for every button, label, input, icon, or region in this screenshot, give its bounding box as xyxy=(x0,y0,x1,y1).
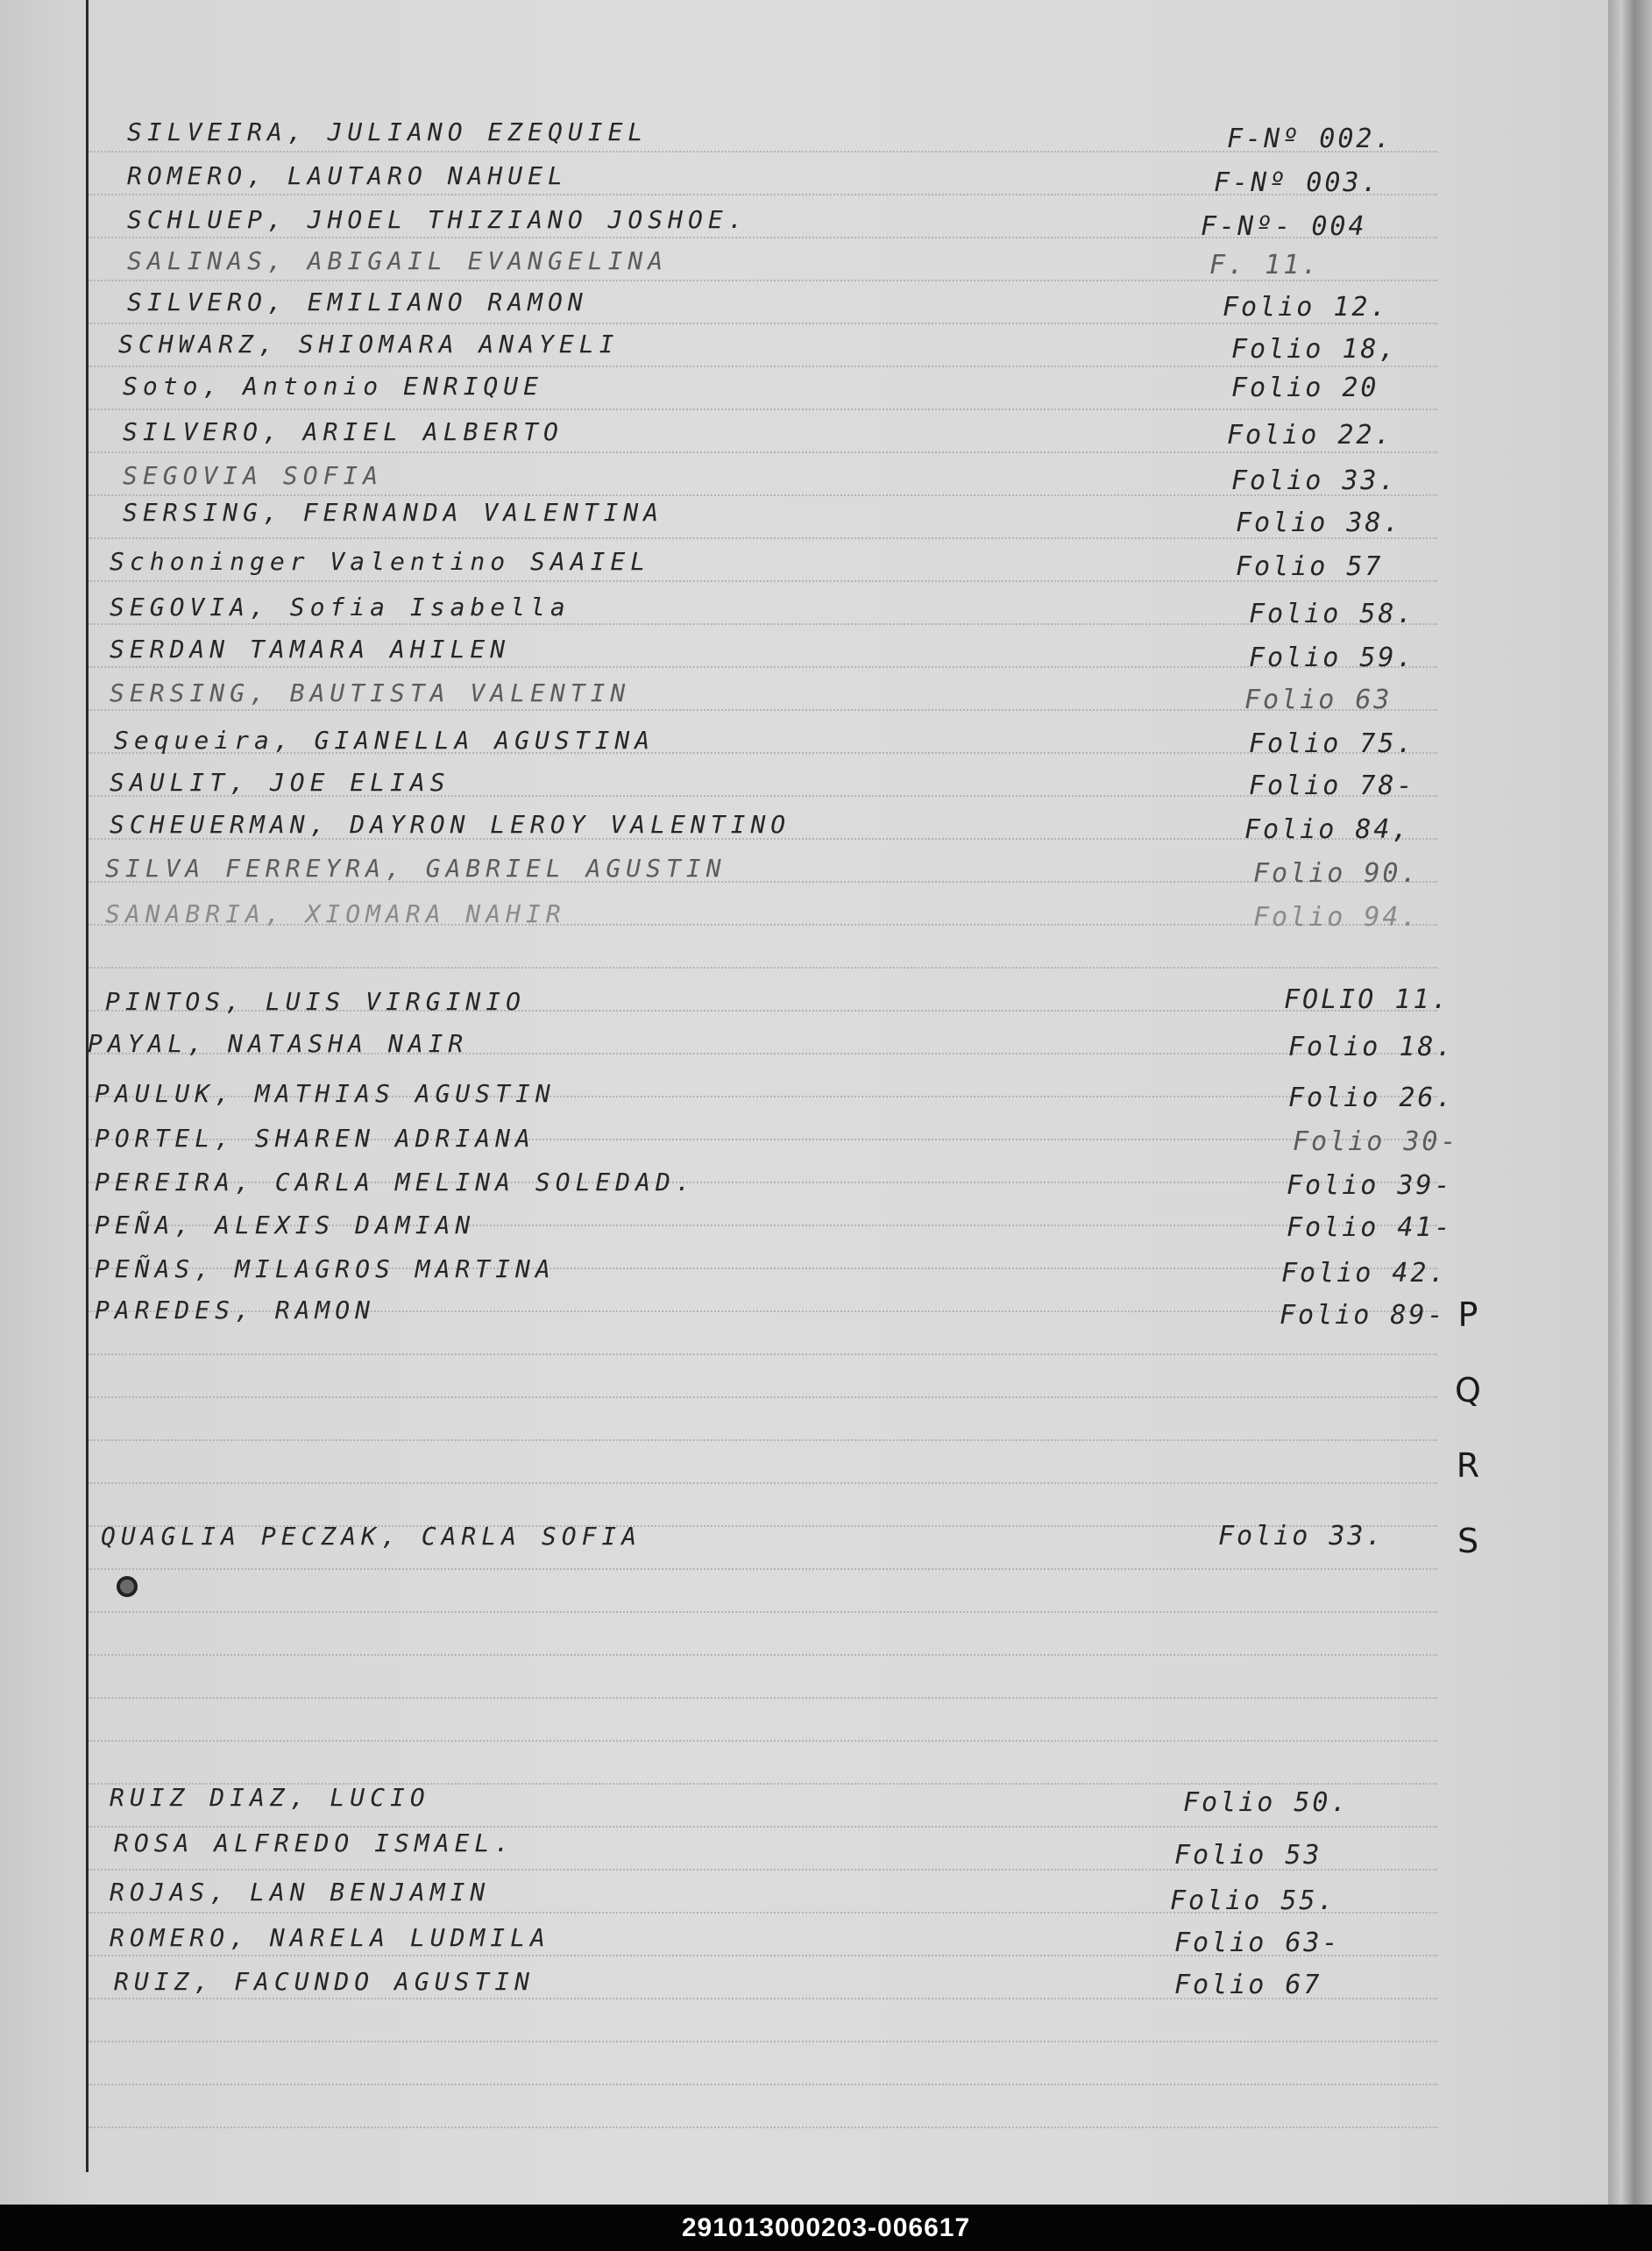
entry-folio: Folio 41- xyxy=(1287,1212,1453,1243)
entry-name: SCHLUEP, JHOEL THIZIANO JOSHOE. xyxy=(127,205,748,234)
entry-name: PEREIRA, CARLA MELINA SOLEDAD. xyxy=(95,1168,696,1197)
entry-folio: Folio 30- xyxy=(1293,1126,1459,1157)
entry-folio: F-Nº 003. xyxy=(1214,167,1380,198)
ruled-line xyxy=(88,1396,1437,1398)
entry-folio: Folio 67 xyxy=(1174,1970,1322,2000)
entry-name: ROSA ALFREDO ISMAEL. xyxy=(114,1828,515,1857)
index-letter: S xyxy=(1457,1522,1479,1560)
entry-name: QUAGLIA PECZAK, CARLA SOFIA xyxy=(101,1522,642,1551)
ruled-line xyxy=(88,2084,1437,2085)
entry-name: SANABRIA, XIOMARA NAHIR xyxy=(105,899,566,928)
entry-name: RUIZ, FACUNDO AGUSTIN xyxy=(114,1967,535,1996)
ruled-line xyxy=(88,1568,1437,1570)
entry-folio: Folio 39- xyxy=(1287,1170,1453,1201)
entry-folio: Folio 42. xyxy=(1281,1258,1448,1289)
entry-name: SAULIT, JOE ELIAS xyxy=(110,768,450,797)
entry-name: Soto, Antonio ENRIQUE xyxy=(123,372,544,401)
entry-folio: Folio 63 xyxy=(1244,685,1393,715)
entry-name: PINTOS, LUIS VIRGINIO xyxy=(105,987,527,1016)
entry-folio: Folio 58. xyxy=(1249,599,1415,629)
ruled-line xyxy=(88,1740,1437,1742)
entry-name: ROMERO, NARELA LUDMILA xyxy=(110,1923,550,1952)
entry-name: PEÑAS, MILAGROS MARTINA xyxy=(95,1254,556,1283)
entry-name: SILVA FERREYRA, GABRIEL AGUSTIN xyxy=(105,854,727,883)
ruled-line xyxy=(88,2041,1437,2042)
margin-line xyxy=(86,0,89,2172)
ruled-line xyxy=(88,2127,1437,2128)
ruled-line xyxy=(88,1611,1437,1613)
entry-folio: Folio 78- xyxy=(1249,770,1415,801)
entry-name: PORTEL, SHAREN ADRIANA xyxy=(95,1124,535,1153)
entry-name: Sequeira, GIANELLA AGUSTINA xyxy=(114,726,656,755)
entry-folio: Folio 84, xyxy=(1244,814,1411,845)
entry-name: SCHWARZ, SHIOMARA ANAYELI xyxy=(118,330,620,359)
entry-folio: Folio 38. xyxy=(1236,508,1402,538)
entry-folio: FOLIO 11. xyxy=(1284,984,1450,1015)
ruled-line xyxy=(88,408,1437,410)
entry-folio: Folio 20 xyxy=(1231,373,1379,403)
entry-folio: Folio 12. xyxy=(1223,292,1389,323)
entry-name: PAULUK, MATHIAS AGUSTIN xyxy=(95,1079,556,1108)
entry-folio: Folio 26. xyxy=(1288,1083,1455,1113)
entry-folio: Folio 75. xyxy=(1249,728,1415,759)
entry-name: SERSING, FERNANDA VALENTINA xyxy=(123,498,664,527)
entry-folio: Folio 33. xyxy=(1218,1521,1385,1552)
entry-folio: Folio 94. xyxy=(1253,902,1420,933)
ink-dot xyxy=(117,1576,138,1597)
entry-folio: Folio 50. xyxy=(1183,1787,1350,1818)
entry-name: SILVEIRA, JULIANO EZEQUIEL xyxy=(127,117,649,146)
entry-name: Schoninger Valentino SAAIEL xyxy=(110,547,651,576)
entry-folio: F-Nº- 004 xyxy=(1201,211,1367,242)
index-letter: P xyxy=(1457,1296,1478,1334)
entry-folio: Folio 18. xyxy=(1288,1032,1455,1062)
ruled-line xyxy=(88,1439,1437,1441)
entry-folio: Folio 22. xyxy=(1227,420,1393,451)
index-letter: Q xyxy=(1455,1371,1481,1410)
index-letter: R xyxy=(1456,1446,1480,1485)
entry-folio: Folio 89- xyxy=(1280,1300,1446,1331)
entry-name: SALINAS, ABIGAIL EVANGELINA xyxy=(127,246,669,275)
entry-name: SILVERO, EMILIANO RAMON xyxy=(127,288,588,316)
ruled-line xyxy=(88,1654,1437,1656)
entry-name: ROMERO, LAUTARO NAHUEL xyxy=(127,161,568,190)
entry-name: SCHEUERMAN, DAYRON LEROY VALENTINO xyxy=(110,810,791,839)
entry-name: SERDAN TAMARA AHILEN xyxy=(110,635,511,664)
entry-name: SERSING, BAUTISTA VALENTIN xyxy=(110,678,631,707)
entry-folio: Folio 63- xyxy=(1174,1928,1341,1958)
entry-name: RUIZ DIAZ, LUCIO xyxy=(110,1783,430,1812)
footer-barcode-label: 291013000203-006617 xyxy=(0,2205,1652,2251)
entry-name: ROJAS, LAN BENJAMIN xyxy=(110,1878,491,1907)
entry-name: PEÑA, ALEXIS DAMIAN xyxy=(95,1211,476,1239)
ruled-line xyxy=(88,967,1437,969)
entry-name: SEGOVIA SOFIA xyxy=(123,461,384,490)
entry-name: PAYAL, NATASHA NAIR xyxy=(88,1029,469,1058)
entry-folio: Folio 53 xyxy=(1174,1840,1322,1871)
entry-folio: Folio 57 xyxy=(1236,551,1384,582)
entry-name: PAREDES, RAMON xyxy=(95,1296,376,1324)
ruled-line xyxy=(88,537,1437,539)
entry-folio: F-Nº 002. xyxy=(1227,124,1393,154)
entry-folio: Folio 33. xyxy=(1231,465,1398,496)
entry-name: SEGOVIA, Sofia Isabella xyxy=(110,593,571,621)
ruled-line xyxy=(88,1482,1437,1484)
entry-folio: Folio 59. xyxy=(1249,643,1415,673)
ruled-line xyxy=(88,1353,1437,1355)
entry-folio: F. 11. xyxy=(1209,250,1321,280)
entry-folio: Folio 18, xyxy=(1231,334,1398,365)
page-edge-shadow xyxy=(1608,0,1652,2205)
entry-folio: Folio 90. xyxy=(1253,858,1420,889)
entry-folio: Folio 55. xyxy=(1170,1885,1336,1916)
entry-name: SILVERO, ARIEL ALBERTO xyxy=(123,417,564,446)
ruled-line xyxy=(88,1697,1437,1699)
